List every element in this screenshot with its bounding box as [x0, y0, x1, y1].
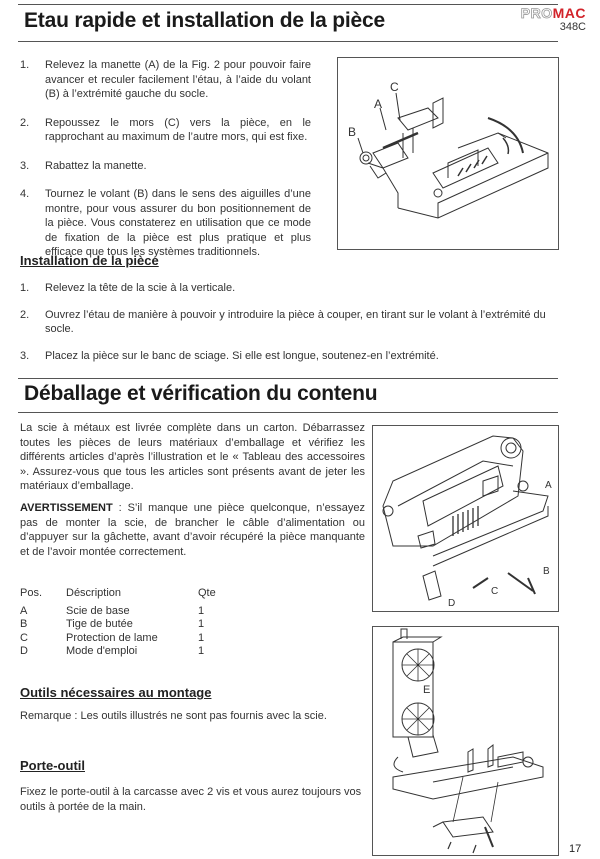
header-pos: Pos. — [20, 587, 43, 599]
installation-steps-list — [20, 281, 565, 363]
page-number: 17 — [569, 843, 582, 855]
fig2-label-c: C — [491, 586, 499, 597]
warning-text: : S’il manque une pièce quelconque, n’essayez pas de monter la scie, de brancher le câble d’alimentation ou d’appuyer sur la gâchette, avant d’avoir récupéré la pièce manquante et de l’avoir montée correctement. — [20, 502, 365, 558]
header-description: Déscription — [66, 587, 122, 599]
list-item: 1. Relevez la tête de la scie à la verticale. — [20, 282, 236, 294]
fig2-label-b: B — [543, 566, 550, 577]
vise-illustration — [338, 58, 558, 249]
list-item: 2. Repoussez le mors (C) vers la pièce, en le rapprochant au maximum de l’autre mors, qui est fixe. — [20, 116, 311, 143]
fig2-label-a: A — [545, 480, 552, 491]
page-title: Etau rapide et installation de la pièce — [24, 9, 385, 32]
installation-heading: Installation de la pièce — [20, 253, 159, 268]
table-header-row — [20, 587, 238, 605]
table-row: D Mode d'emploi 1 — [20, 645, 205, 657]
fig1-label-b: B — [348, 125, 357, 139]
list-item: 3. Placez la pièce sur le banc de sciage. Si elle est longue, soutenez-en l’extrémité. — [20, 349, 439, 362]
toolholder-illustration — [373, 627, 558, 855]
fig3-label-e: E — [423, 684, 431, 696]
logo-mac: MAC — [552, 5, 586, 21]
unpacking-intro: La scie à métaux est livrée complète dans un carton. Débarrassez toutes les pièces de leurs matériaux d’emballage et vérifiez les différents articles d’après l’illustration et le « Tableau des accessoires ». Assurez-vous que tous les articles sont présents avant de jeter les matériaux d’emballage. — [20, 422, 365, 492]
tools-note: Remarque : Les outils illustrés ne sont pas fournis avec la scie. — [20, 710, 327, 722]
warning-label: AVERTISSEMENT — [20, 502, 113, 514]
fig1-label-a: A — [374, 97, 383, 111]
contents-table — [20, 587, 238, 659]
section2-title: Déballage et vérification du contenu — [24, 382, 378, 405]
logo-pro: PRO — [520, 5, 553, 21]
toolholder-figure — [372, 626, 559, 856]
list-item: 2. Ouvrez l’étau de manière à pouvoir y introduire la pièce à couper, en tirant sur le volant à l’extrémité du socle. — [20, 308, 546, 335]
section2-top-rule — [18, 378, 558, 379]
toolholder-heading: Porte-outil — [20, 758, 85, 773]
brand-logo — [521, 5, 586, 33]
saw-contents-illustration — [373, 426, 558, 611]
header-bottom-rule — [18, 41, 558, 42]
model-number: 348C — [559, 21, 586, 33]
section2-bottom-rule — [18, 412, 558, 413]
table-row: A Scie de base 1 — [20, 604, 205, 617]
contents-figure — [372, 425, 559, 612]
fig2-label-d: D — [448, 598, 456, 609]
warning-paragraph — [20, 501, 365, 559]
fig1-label-c: C — [390, 80, 399, 94]
tools-heading: Outils nécessaires au montage — [20, 685, 212, 700]
list-item: 4. Tournez le volant (B) dans le sens des aiguilles d’une montre, pour vous assurer du bon positionnement de la pièce. Vous constaterez en utilisation que ce mode de fixation de la pièce est plus pratique et plus efficace que tous les systèmes traditionnels. — [20, 188, 311, 258]
list-item: 3. Rabattez la manette. — [20, 159, 147, 172]
toolholder-text: Fixez le porte-outil à la carcasse avec 2 vis et vous aurez toujours vos outils à portée de la main. — [20, 786, 362, 813]
table-row: C Protection de lame 1 — [20, 631, 205, 644]
header-top-rule — [18, 4, 558, 5]
header-qty: Qte — [198, 587, 216, 599]
table-row: B Tige de butée 1 — [20, 618, 205, 630]
vise-figure — [337, 57, 559, 250]
vise-steps-list — [20, 58, 311, 260]
list-item: 1. Relevez la manette (A) de la Fig. 2 pour pouvoir faire avancer et reculer facilement l’étau, à l’aide du volant (B) à l’extrémité gauche du socle. — [20, 59, 311, 100]
